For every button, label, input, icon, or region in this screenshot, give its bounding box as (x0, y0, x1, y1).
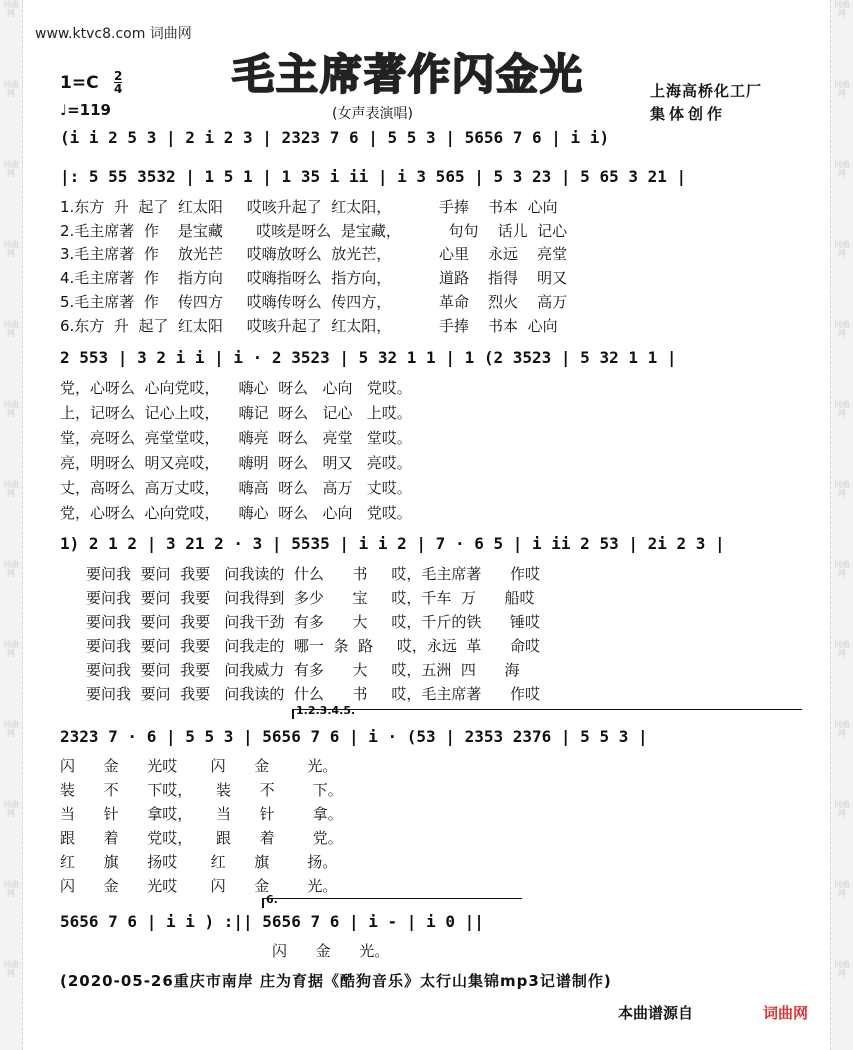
time-sig-top: 2 (114, 69, 123, 83)
volta-label-2: 6. (266, 893, 278, 906)
side-mark: 词曲网 (3, 0, 19, 18)
lyric-line: 4.毛主席著 作 指方向 哎嗨指呀么 指方向， 道路 指得 明又 (60, 269, 568, 287)
lyric-line: 要问我 要问 我要 问我威力 有多 大 哎，五洲 四 海 (86, 661, 520, 679)
side-mark: 词曲网 (834, 0, 850, 18)
lyric-line: 党，心呀么 心向党哎， 嗨心 呀么 心向 党哎。 (60, 379, 412, 397)
volta-label: 1.2.3.4.5. (296, 704, 356, 717)
source-label: 本曲谱源自 (618, 1004, 694, 1022)
lyric-line: 装 不 下哎， 装 不 下。 (60, 781, 343, 799)
notation-line: 2 553 | 3 2 i i | i · 2 3523 | 5 32 1 1 | 1 (2 3523 | 5 32 1 1 | (60, 348, 677, 367)
lyric-line: 2.毛主席著 作 是宝藏 哎咳是呀么 是宝藏， 句句 话儿 记心 (60, 222, 568, 240)
side-mark: 词曲网 (834, 480, 850, 498)
side-mark: 词曲网 (834, 320, 850, 338)
notation-line: |: 5 55 3532 | 1 5 1 | 1 35 i ii | i 3 565 | 5 3 23 | 5 65 3 21 | (60, 167, 687, 186)
side-mark: 词曲网 (834, 880, 850, 898)
side-mark: 词曲网 (834, 240, 850, 258)
lyric-line: 堂，亮呀么 亮堂堂哎， 嗨亮 呀么 亮堂 堂哎。 (60, 429, 412, 447)
notation-line: (i i 2 5 3 | 2 i 2 3 | 2323 7 6 | 5 5 3 | 5656 7 6 | i i) (60, 128, 610, 147)
lyric-line: 3.毛主席著 作 放光芒 哎嗨放呀么 放光芒， 心里 永远 亮堂 (60, 245, 568, 263)
transcription-note: (2020-05-26重庆市南岸 庄为育据《酷狗音乐》太行山集锦mp3记谱制作) (60, 972, 612, 990)
volta-bracket (292, 709, 802, 710)
side-mark: 词曲网 (3, 800, 19, 818)
side-mark: 词曲网 (834, 800, 850, 818)
lyric-line: 6.东方 升 起了 红太阳 哎咳升起了 红太阳， 手捧 书本 心向 (60, 317, 558, 335)
side-mark: 词曲网 (3, 480, 19, 498)
lyric-line: 亮，明呀么 明又亮哎， 嗨明 呀么 明又 亮哎。 (60, 454, 412, 472)
ending-lyric: 闪 金 光。 (272, 942, 390, 960)
left-watermark-strip (0, 0, 23, 1050)
side-mark: 词曲网 (834, 640, 850, 658)
time-signature (114, 70, 122, 95)
lyric-line: 1.东方 升 起了 红太阳 哎咳升起了 红太阳， 手捧 书本 心向 (60, 198, 558, 216)
site-watermark: www.ktvc8.com 词曲网 (35, 26, 192, 42)
tempo-marking: ♩=119 (60, 101, 111, 119)
side-mark: 词曲网 (834, 400, 850, 418)
lyric-line: 闪 金 光哎 闪 金 光。 (60, 757, 338, 775)
side-mark: 词曲网 (3, 320, 19, 338)
lyric-line: 上，记呀么 记心上哎， 嗨记 呀么 记心 上哎。 (60, 404, 412, 422)
side-mark: 词曲网 (3, 80, 19, 98)
side-mark: 词曲网 (834, 80, 850, 98)
author-organization: 上海高桥化工厂 (650, 82, 763, 100)
lyric-line: 要问我 要问 我要 问我干劲 有多 大 哎，千斤的铁 锤哎 (86, 613, 540, 631)
right-watermark-strip (830, 0, 853, 1050)
volta-hook (292, 709, 294, 719)
volta-bracket-2 (262, 898, 522, 899)
source-site-link[interactable]: 词曲网 (763, 1004, 809, 1022)
side-mark: 词曲网 (3, 640, 19, 658)
time-sig-bottom: 4 (114, 82, 123, 96)
lyric-line: 丈，高呀么 高万丈哎， 嗨高 呀么 高万 丈哎。 (60, 479, 412, 497)
lyric-line: 要问我 要问 我要 问我读的 什么 书 哎，毛主席著 作哎 (86, 685, 540, 703)
side-mark: 词曲网 (3, 960, 19, 978)
side-mark: 词曲网 (3, 560, 19, 578)
lyric-line: 闪 金 光哎 闪 金 光。 (60, 877, 338, 895)
song-title: 毛主席著作闪金光 (232, 50, 585, 99)
side-mark: 词曲网 (3, 880, 19, 898)
lyric-line: 党，心呀么 心向党哎， 嗨心 呀么 心向 党哎。 (60, 504, 412, 522)
side-mark: 词曲网 (3, 160, 19, 178)
lyric-line: 当 针 拿哎， 当 针 拿。 (60, 805, 343, 823)
key-signature: 1=C (60, 73, 99, 93)
volta-hook-2 (262, 898, 264, 908)
performance-note: (女声表演唱) (332, 106, 413, 122)
side-mark: 词曲网 (834, 960, 850, 978)
lyric-line: 跟 着 党哎， 跟 着 党。 (60, 829, 343, 847)
side-mark: 词曲网 (834, 160, 850, 178)
side-mark: 词曲网 (3, 400, 19, 418)
lyric-line: 要问我 要问 我要 问我读的 什么 书 哎，毛主席著 作哎 (86, 565, 540, 583)
notation-line: 1) 2 1 2 | 3 21 2 · 3 | 5535 | i i 2 | 7 · 6 5 | i ii 2 53 | 2i 2 3 | (60, 534, 725, 553)
lyric-line: 要问我 要问 我要 问我得到 多少 宝 哎，千车 万 船哎 (86, 589, 535, 607)
author-role: 集体创作 (650, 105, 727, 123)
side-mark: 词曲网 (834, 720, 850, 738)
notation-line: 5656 7 6 | i i ) :|| 5656 7 6 | i - | i 0 || (60, 912, 484, 931)
lyric-line: 要问我 要问 我要 问我走的 哪一 条 路 哎，永远 革 命哎 (86, 637, 540, 655)
lyric-line: 红 旗 扬哎 红 旗 扬。 (60, 853, 338, 871)
notation-line: 2323 7 · 6 | 5 5 3 | 5656 7 6 | i · (53 | 2353 2376 | 5 5 3 | (60, 727, 648, 746)
side-mark: 词曲网 (3, 240, 19, 258)
side-mark: 词曲网 (834, 560, 850, 578)
side-mark: 词曲网 (3, 720, 19, 738)
lyric-line: 5.毛主席著 作 传四方 哎嗨传呀么 传四方， 革命 烈火 高万 (60, 293, 568, 311)
